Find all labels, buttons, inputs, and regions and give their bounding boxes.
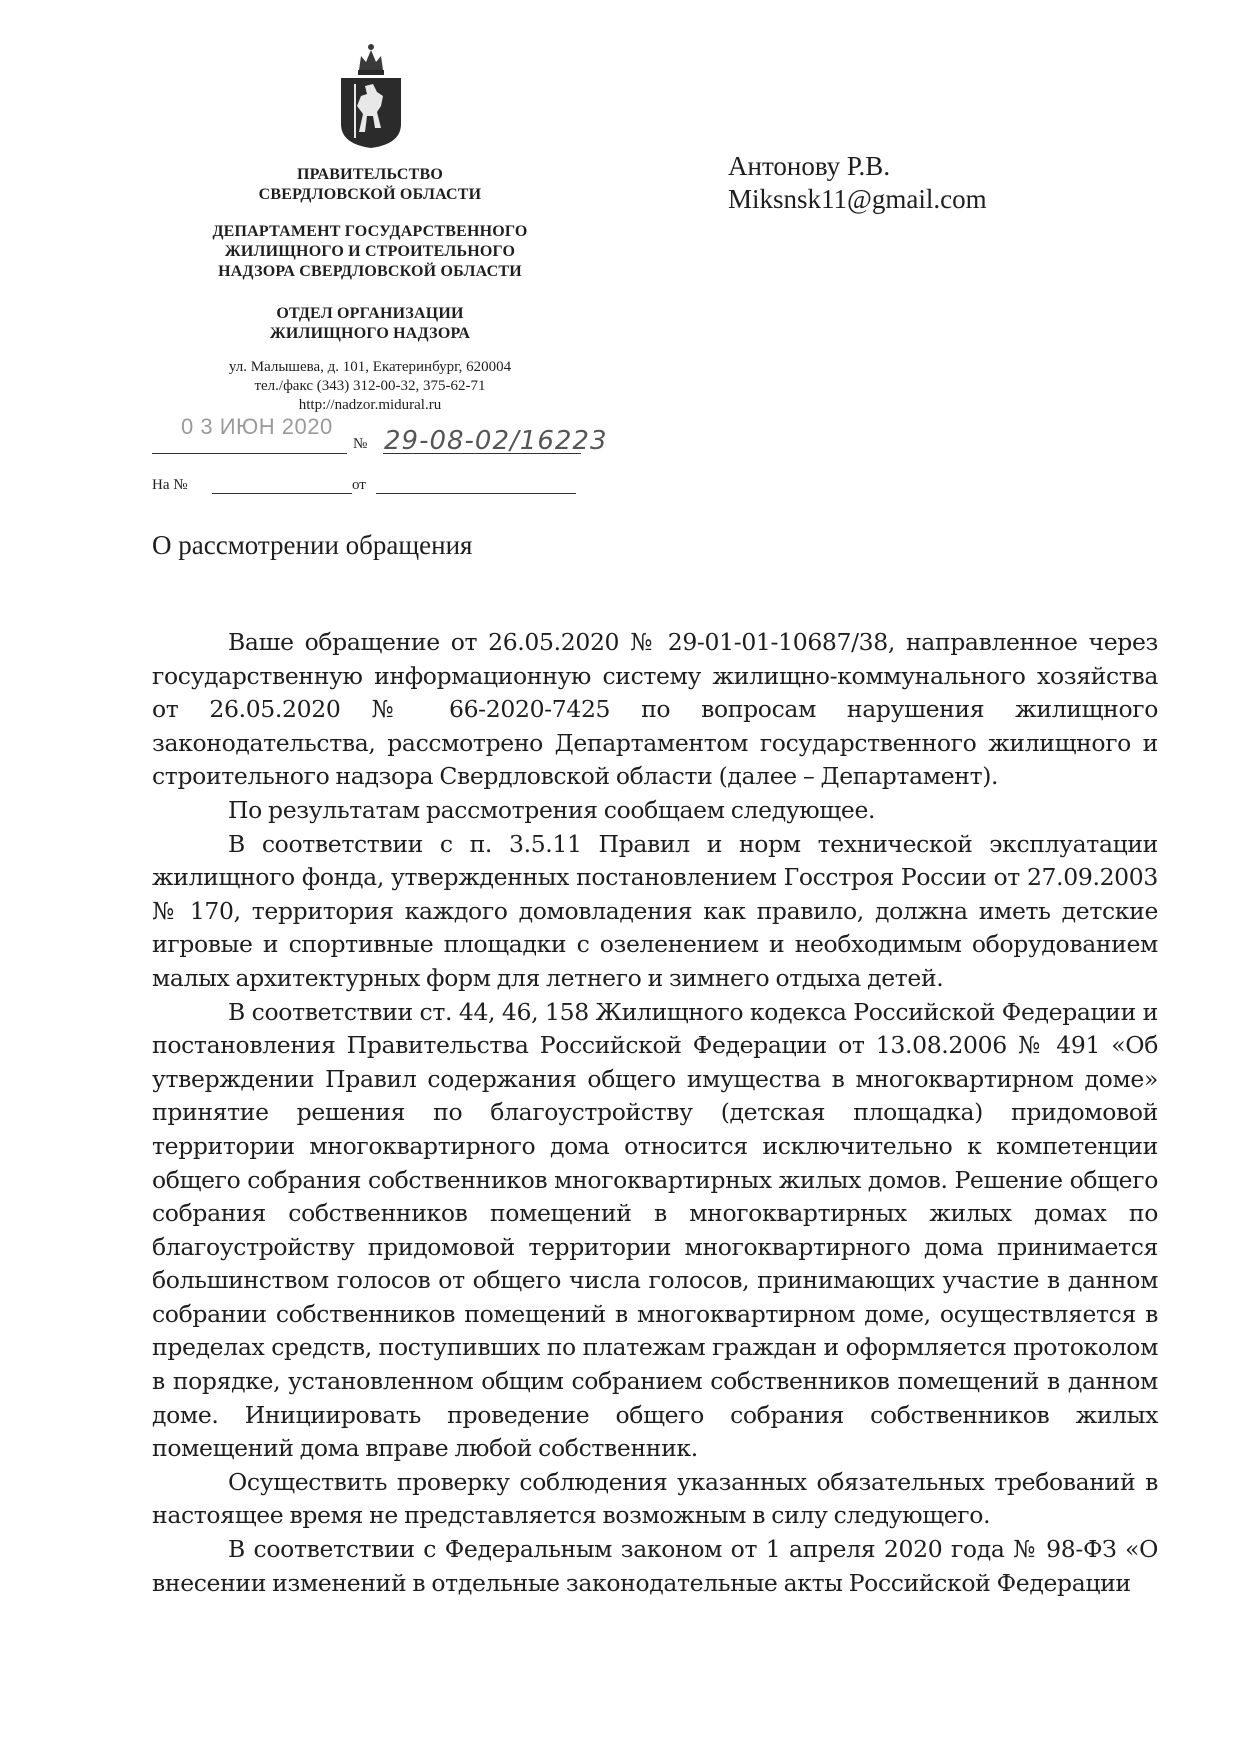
ref-label: На № [152,477,188,493]
recipient-block [728,150,987,216]
government-name [120,165,620,205]
recipient-name: Антонову Р.В. [728,151,891,181]
org-line-1: ПРАВИТЕЛЬСТВО [296,166,444,183]
body-paragraph: Осуществить проверку соблюдения указанных обязательных требований в настоящее время не представляется возможным в силу следующего. [152,1467,1158,1530]
unit-line-1: ОТДЕЛ ОРГАНИЗАЦИИ [276,305,464,322]
contact-block [120,358,620,415]
org-line-2: СВЕРДЛОВСКОЙ ОБЛАСТИ [258,186,482,203]
letter-subject: О рассмотрении обращения [152,530,473,560]
ref-line [212,493,352,494]
recipient-email: Miksnsk11@gmail.com [728,184,987,214]
phone-text: тел./факс (343) 312-00-32, 375-62-71 [254,378,486,394]
body-paragraph: В соответствии с Федеральным законом от 1 апреля 2020 года № 98-ФЗ «О внесении изменений в отдельные законодательные акты Российской Федерации [152,1535,1158,1597]
dept-line-1: ДЕПАРТАМЕНТ ГОСУДАРСТВЕННОГО [212,223,528,240]
body-paragraph: По результатам рассмотрения сообщаем следующее. [228,795,876,824]
body-paragraph: В соответствии ст. 44, 46, 158 Жилищного кодекса Российской Федерации и постановления Правительства Российской Федерации от 13.08.2006 № 491 «Об утверждении Правил содержания общего имущества в многоквартирном доме» принятие решения по благоустройству (детская площадка) придомовой территории многоквартирного дома относится исключительно к компетенции общего собрания собственников многоквартирных жилых домов. Решение общего собрания собственников помещений в многоквартирных жилых домах по благоустройству придомовой территории многоквартирного дома принимается большинством голосов от общего числа голосов, принимающих участие в данном собрании собственников помещений в многоквартирном доме, осуществляется в пределах средств, поступивших по платежам граждан и оформляется протоколом в порядке, установленном общим собранием собственников помещений в данном доме. Инициировать проведение общего собрания собственников жилых помещений дома вправе любой собственник. [152,997,1158,1463]
coat-of-arms-emblem [337,40,405,150]
website-text: http://nadzor.midural.ru [298,397,442,413]
from-label: от [352,477,366,493]
department-name [120,222,620,282]
body-paragraph: Ваше обращение от 26.05.2020 № 29-01-01-10687/38, направленное через государственную информационную систему жилищно-коммунального хозяйства от 26.05.2020 № 66-2020-7425 по вопросам нарушения жилищного законодательства, рассмотрено Департаментом государственного жилищного и строительного надзора Свердловской области (далее – Департамент). [152,628,1158,791]
from-line [376,493,576,494]
address-text: ул. Малышева, д. 101, Екатеринбург, 620004 [228,359,512,375]
letter-body [152,626,1158,1600]
date-stamp: 0 3 ИЮН 2020 [181,414,333,439]
dept-line-2: ЖИЛИЩНОГО И СТРОИТЕЛЬНОГО [224,243,516,260]
body-paragraph: В соответствии с п. 3.5.11 Правил и норм технической эксплуатации жилищного фонда, утвержденных постановлением Госстроя России от 27.09.2003 № 170, территория каждого домовладения как правило, должна иметь детские игровые и спортивные площадки с озеленением и необходимым оборудованием малых архитектурных форм для летнего и зимнего отдыха детей. [152,829,1158,992]
date-line [152,453,347,454]
unit-name [120,304,620,344]
unit-line-2: ЖИЛИЩНОГО НАДЗОРА [269,325,471,342]
dept-line-3: НАДЗОРА СВЕРДЛОВСКОЙ ОБЛАСТИ [218,263,522,280]
handwritten-number: 29-08-02/16223 [384,426,608,456]
number-label: № [353,436,368,452]
